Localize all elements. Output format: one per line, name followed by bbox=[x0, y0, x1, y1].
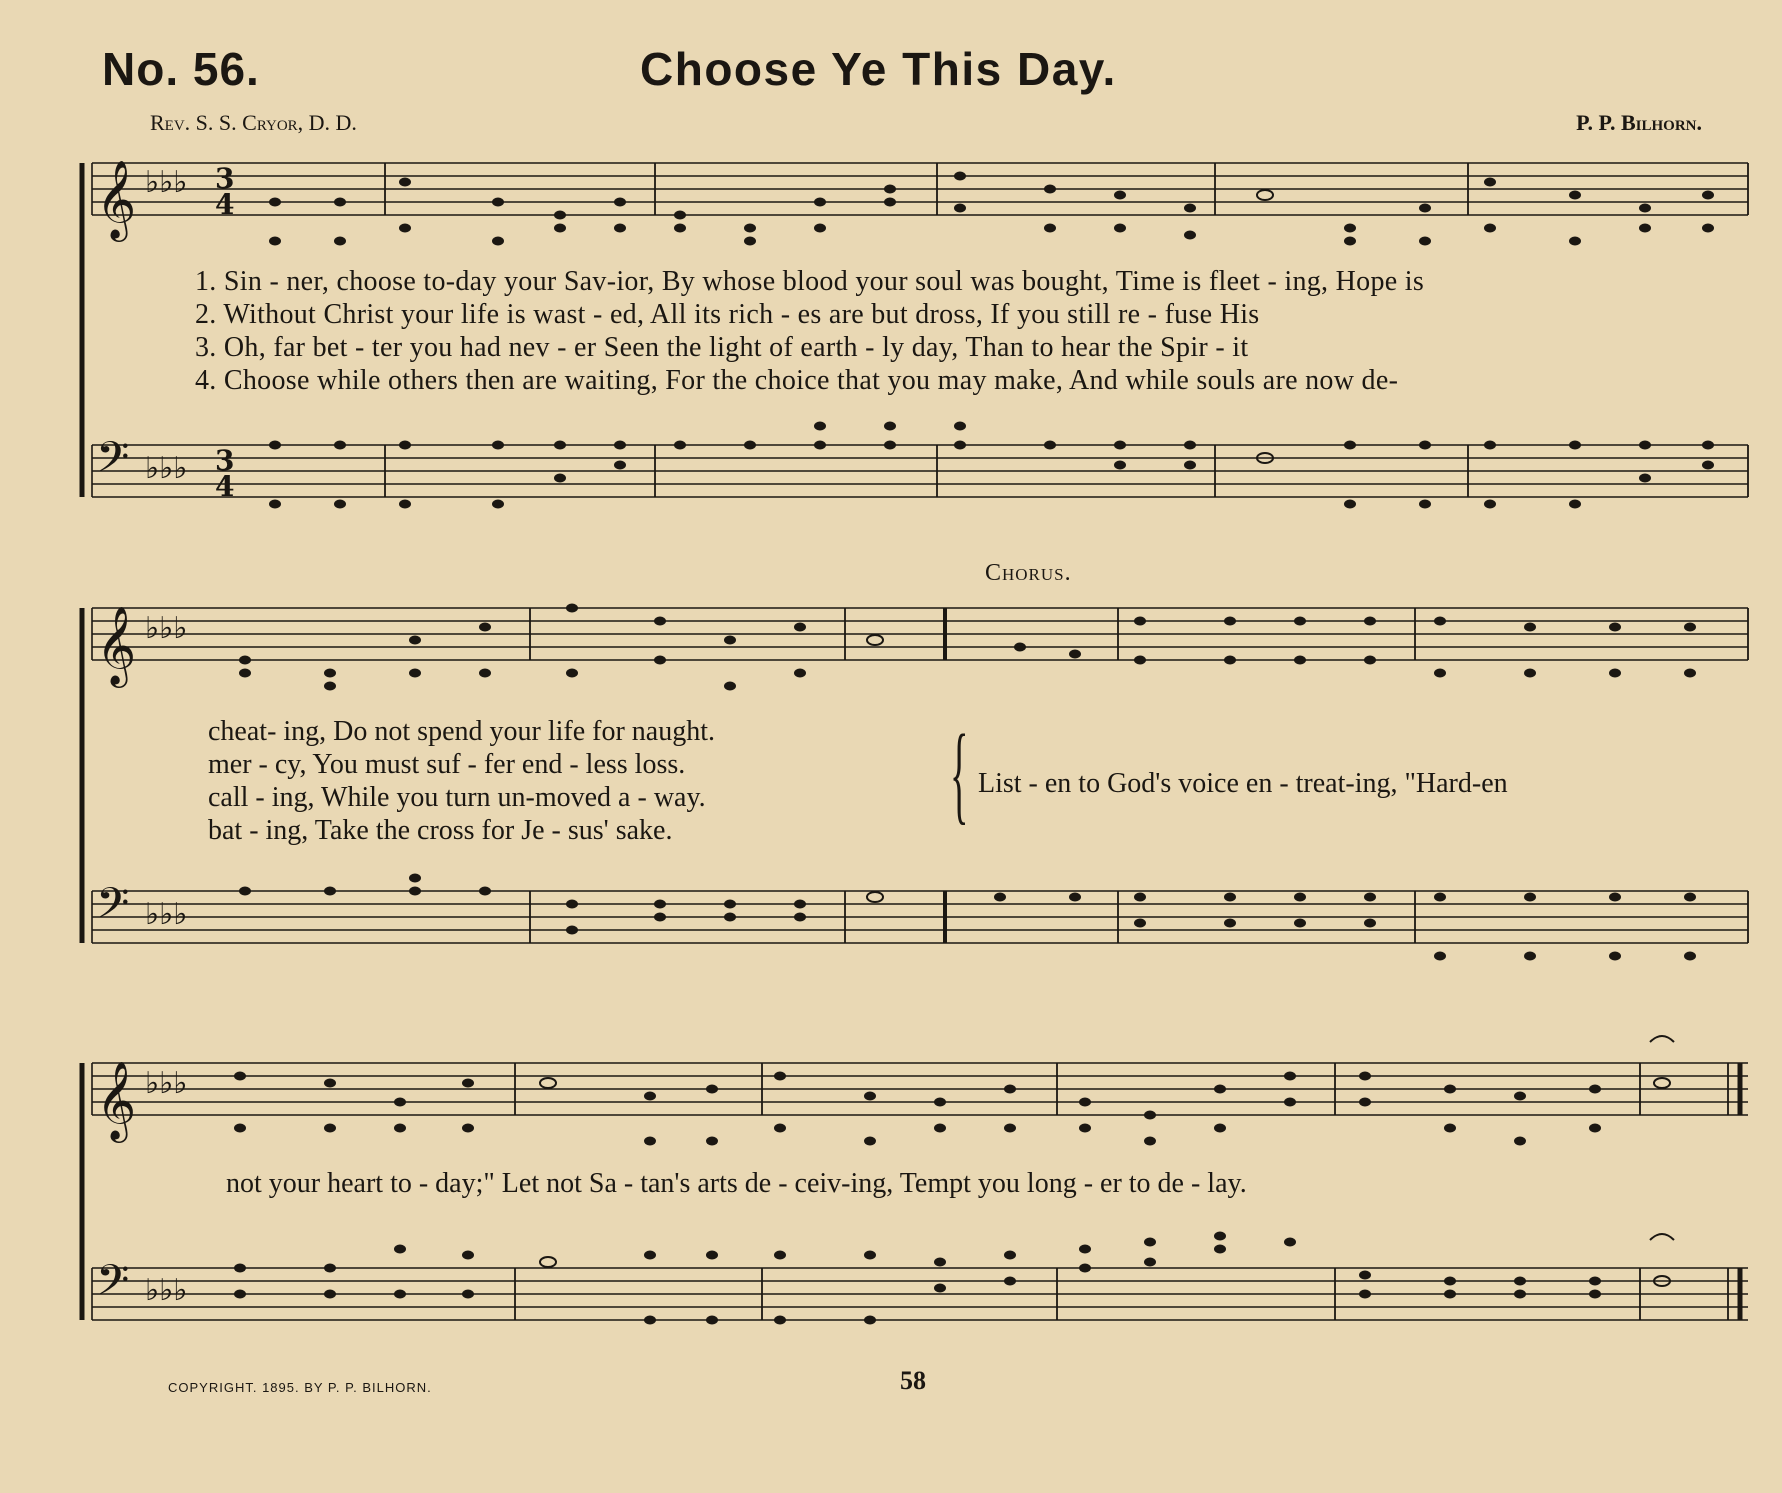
staff-treble-2 bbox=[92, 608, 1748, 660]
treble-clef-icon: 𝄞 bbox=[96, 160, 137, 239]
treble-clef-icon: 𝄞 bbox=[96, 606, 137, 685]
chorus-line-2: not your heart to - day;" Let not Sa - tan's arts de - ceiv-ing, Tempt you long - er to de - lay. bbox=[226, 1168, 1247, 1199]
time-signature: 3 bbox=[215, 444, 235, 477]
verse-ending-2: mer - cy, You must suf - fer end - less loss. bbox=[208, 749, 686, 780]
time-signature: 3 bbox=[215, 162, 235, 195]
staff-treble-1 bbox=[92, 163, 1748, 215]
flat-icon: ♭♭♭ bbox=[145, 165, 188, 200]
time-signature: 4 bbox=[215, 470, 235, 503]
verse-ending-1: cheat- ing, Do not spend your life for naught. bbox=[208, 716, 715, 747]
verse-ending-4: bat - ing, Take the cross for Je - sus' sake. bbox=[208, 815, 673, 846]
flat-icon: ♭♭♭ bbox=[145, 1273, 188, 1308]
hymn-number: No. 56. bbox=[102, 43, 260, 95]
bass-clef-icon: 𝄢 bbox=[96, 879, 130, 939]
flat-icon: ♭♭♭ bbox=[145, 451, 188, 486]
flat-icon: ♭♭♭ bbox=[145, 611, 188, 646]
flat-icon: ♭♭♭ bbox=[145, 897, 188, 932]
verse-ending-3: call - ing, While you turn un-moved a - way. bbox=[208, 782, 706, 813]
bass-clef-icon: 𝄢 bbox=[96, 1256, 130, 1316]
flat-icon: ♭♭♭ bbox=[145, 1066, 188, 1101]
brace-icon: { bbox=[950, 712, 969, 834]
staff-treble-3 bbox=[92, 1063, 1748, 1115]
time-signature: 4 bbox=[215, 188, 235, 221]
staff-bass-2 bbox=[92, 891, 1748, 943]
fermata-icon bbox=[1650, 1036, 1674, 1240]
treble-clef-icon: 𝄞 bbox=[96, 1061, 137, 1140]
verse-line-4: 4. Choose while others then are waiting, For the choice that you may make, And while souls are now de- bbox=[195, 365, 1399, 396]
hymn-author: Rev. S. S. Cryor, D. D. bbox=[150, 110, 357, 135]
hymn-composer: P. P. Bilhorn. bbox=[1576, 110, 1702, 135]
copyright-notice: COPYRIGHT. 1895. BY P. P. BILHORN. bbox=[168, 1380, 432, 1395]
staff-bass-1 bbox=[92, 445, 1748, 497]
verse-line-1: 1. Sin - ner, choose to-day your Sav-ior, By whose blood your soul was bought, Time is fleet - ing, Hope is bbox=[195, 266, 1425, 297]
staff-bass-3 bbox=[92, 1268, 1748, 1320]
hymn-title: Choose Ye This Day. bbox=[640, 43, 1117, 95]
page-number: 58 bbox=[900, 1366, 926, 1395]
bass-clef-icon: 𝄢 bbox=[96, 433, 130, 493]
verse-line-3: 3. Oh, far bet - ter you had nev - er Seen the light of earth - ly day, Than to hear the Spir - it bbox=[195, 332, 1249, 363]
system-brackets bbox=[82, 163, 92, 1320]
verse-line-2: 2. Without Christ your life is wast - ed, All its rich - es are but dross, If you still re - fuse His bbox=[195, 299, 1260, 330]
chorus-label: Chorus. bbox=[985, 560, 1072, 586]
chorus-line-1: List - en to God's voice en - treat-ing, "Hard-en bbox=[978, 768, 1508, 799]
